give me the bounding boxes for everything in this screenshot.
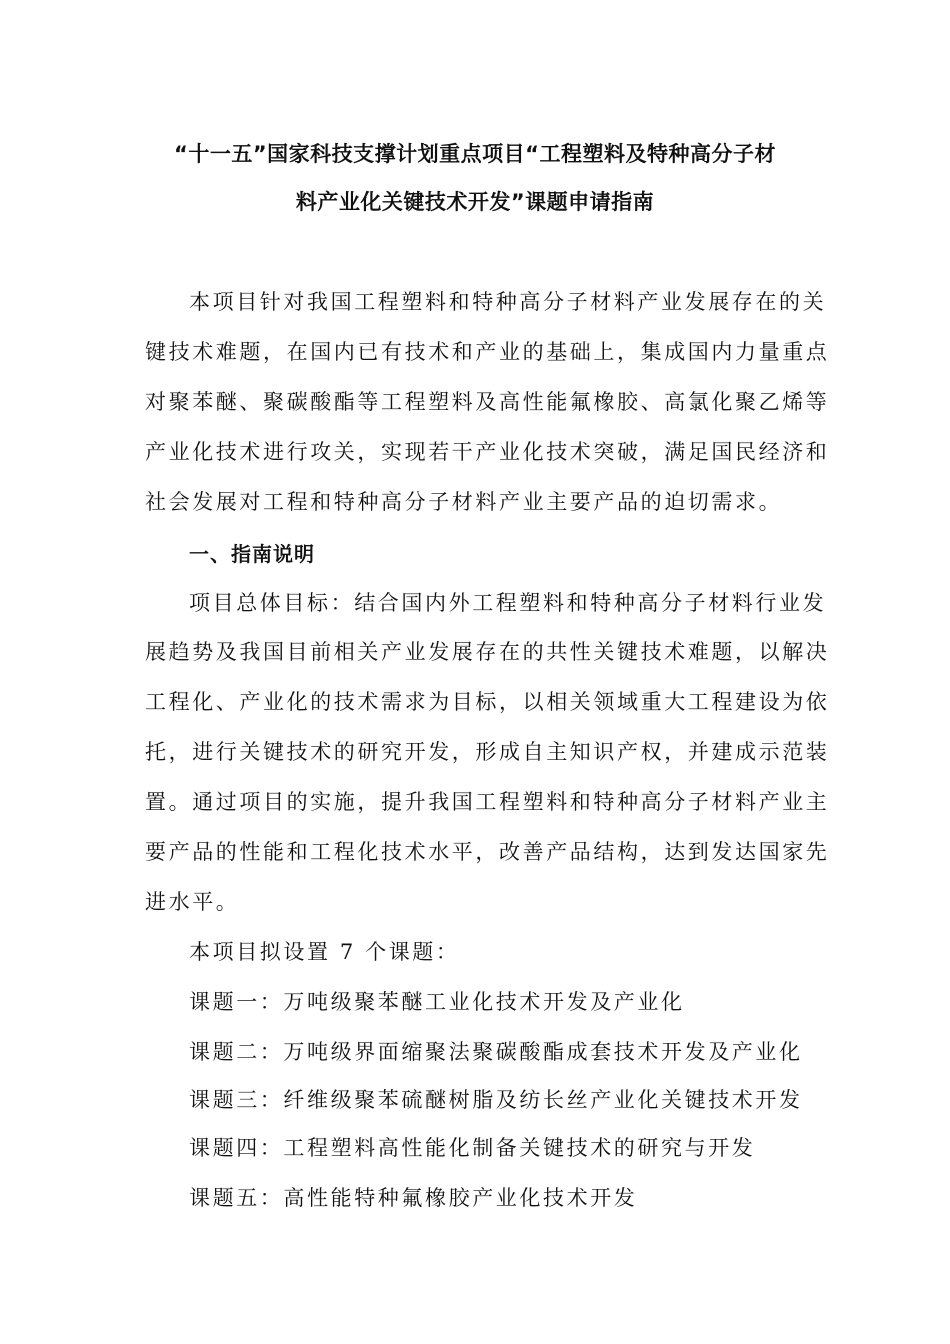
document-title-line-1: “十一五”国家科技支撑计划重点项目“工程塑料及特种高分子材 xyxy=(174,142,776,166)
topic-item-1: 课题一：万吨级聚苯醚工业化技术开发及产业化 xyxy=(189,990,685,1014)
topics-intro: 本项目拟设置 7 个课题： xyxy=(189,940,460,964)
topic-item-3: 课题三：纤维级聚苯硫醚树脂及纺长丝产业化关键技术开发 xyxy=(189,1088,803,1112)
goal-paragraph-line-1: 项目总体目标：结合国内外工程塑料和特种高分子材料行业发 xyxy=(189,591,827,615)
goal-paragraph-line-7: 进水平。 xyxy=(145,890,240,914)
goal-paragraph-line-5: 置。通过项目的实施，提升我国工程塑料和特种高分子材料产业主 xyxy=(145,790,830,814)
topic-item-5: 课题五：高性能特种氟橡胶产业化技术开发 xyxy=(189,1186,638,1210)
intro-paragraph-line-2: 键技术难题，在国内已有技术和产业的基础上，集成国内力量重点 xyxy=(145,340,830,364)
goal-paragraph-line-4: 托，进行关键技术的研究开发，形成自主知识产权，并建成示范装 xyxy=(145,740,830,764)
topic-item-2: 课题二：万吨级界面缩聚法聚碳酸酯成套技术开发及产业化 xyxy=(189,1040,803,1064)
intro-paragraph-line-1: 本项目针对我国工程塑料和特种高分子材料产业发展存在的关 xyxy=(189,290,827,314)
section-heading-guide: 一、指南说明 xyxy=(189,542,315,566)
goal-paragraph-line-3: 工程化、产业化的技术需求为目标，以相关领域重大工程建设为依 xyxy=(145,690,830,714)
intro-paragraph-line-3: 对聚苯醚、聚碳酸酯等工程塑料及高性能氟橡胶、高氯化聚乙烯等 xyxy=(145,390,830,414)
document-title-line-2: 料产业化关键技术开发”课题申请指南 xyxy=(295,190,655,214)
intro-paragraph-line-4: 产业化技术进行攻关，实现若干产业化技术突破，满足国民经济和 xyxy=(145,440,830,464)
topic-item-4: 课题四：工程塑料高性能化制备关键技术的研究与开发 xyxy=(189,1136,756,1160)
goal-paragraph-line-2: 展趋势及我国目前相关产业发展存在的共性关键技术难题，以解决 xyxy=(145,640,830,664)
intro-paragraph-line-5: 社会发展对工程和特种高分子材料产业主要产品的迫切需求。 xyxy=(145,490,783,514)
goal-paragraph-line-6: 要产品的性能和工程化技术水平，改善产品结构，达到发达国家先 xyxy=(145,840,830,864)
